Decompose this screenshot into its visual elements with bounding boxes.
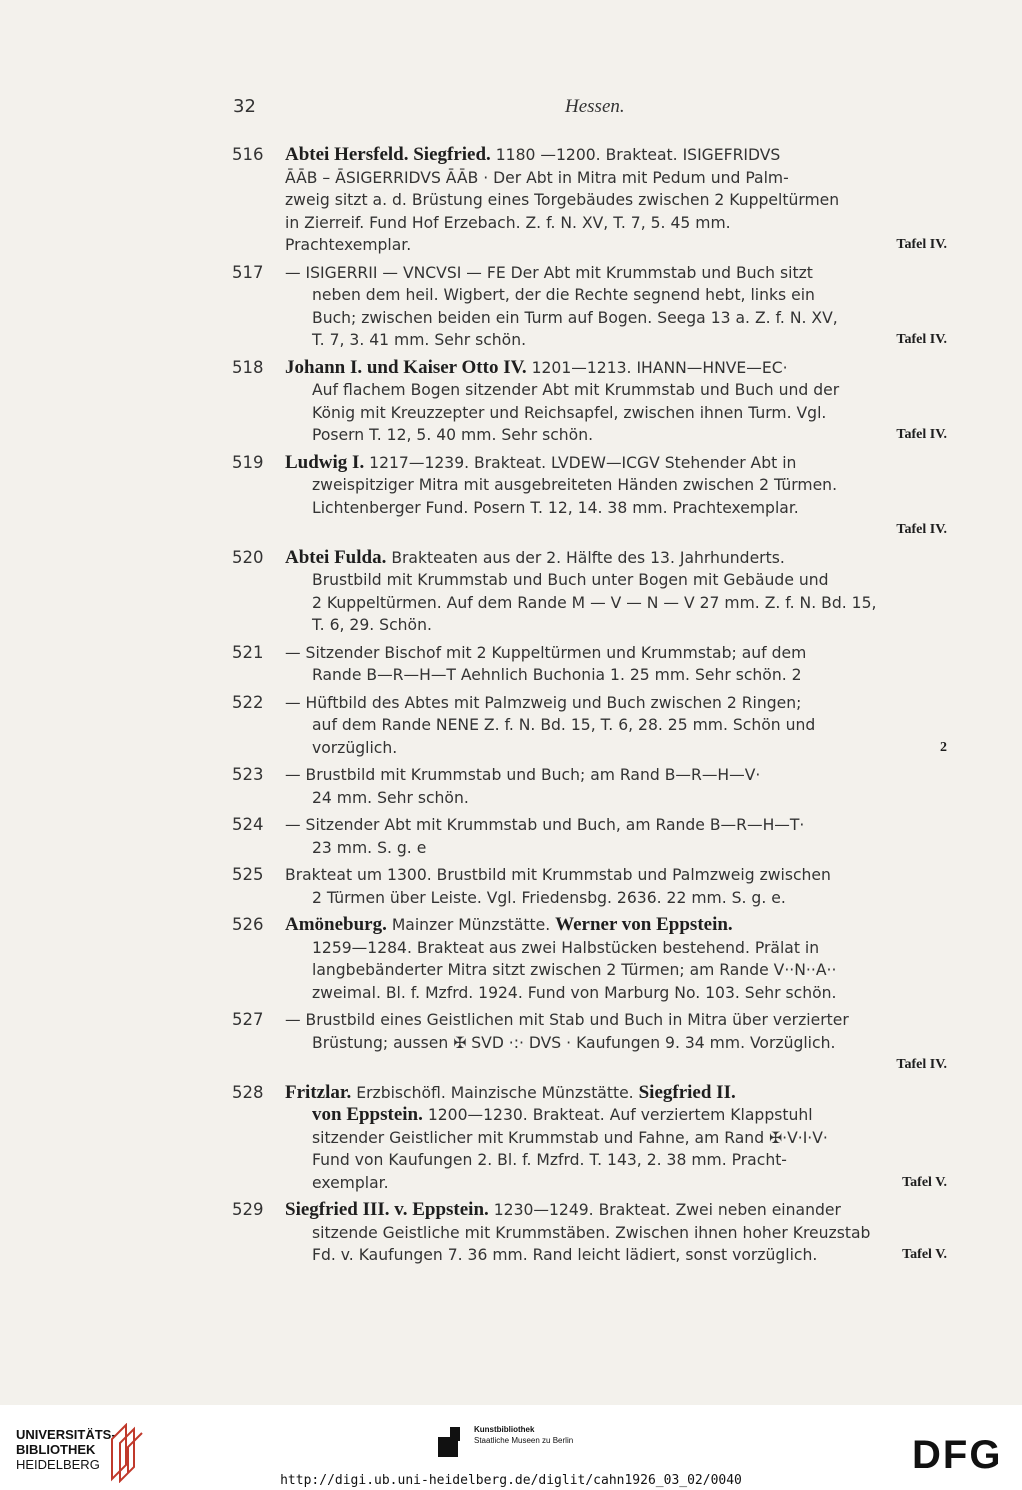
- entry-description: [285, 547, 947, 637]
- entry-heading: Siegfried III. v. Eppstein.: [285, 1199, 489, 1220]
- lot-number: 525: [232, 865, 264, 884]
- entry-description: [285, 1082, 947, 1195]
- entry-text: T. 7, 3. 41 mm. Sehr schön.: [312, 331, 527, 349]
- entry-text: T. 6, 29. Schön.: [312, 616, 432, 634]
- entry-description: [285, 642, 947, 687]
- entry-description: [285, 1199, 947, 1267]
- plate-reference: Tafel V.: [902, 1174, 947, 1190]
- entry-line: [285, 379, 947, 402]
- lot-number: 523: [232, 765, 264, 784]
- entry-line: [285, 329, 947, 352]
- lot-number: 521: [232, 642, 264, 662]
- entry-description: [285, 144, 947, 257]
- lot-number: 526: [232, 915, 264, 934]
- lot-number: 522: [232, 692, 264, 712]
- entry-heading: Abtei Hersfeld. Siegfried.: [285, 144, 491, 165]
- page-title: Hessen.: [565, 96, 625, 117]
- plate-reference: Tafel IV.: [896, 332, 947, 347]
- entry-line: [285, 592, 947, 615]
- entry-line: [285, 307, 947, 330]
- entry-text: Prachtexemplar.: [285, 236, 412, 254]
- entry-line: [285, 189, 947, 212]
- entry-line: [285, 692, 947, 715]
- footer: [0, 1405, 1022, 1490]
- entry-text: in Zierreif. Fund Hof Erzebach. Z. f. N. XV, T. 7, 5. 45 mm.: [285, 213, 731, 232]
- entry-text: — Brustbild eines Geistlichen mit Stab und Buch in Mitra über verzierter: [285, 1011, 849, 1029]
- catalog-entry: [0, 814, 1022, 859]
- entry-text: 1230—1249. Brakteat. Zwei neben einander: [488, 1201, 841, 1219]
- entry-text: exemplar.: [312, 1173, 389, 1192]
- lot-number: 527: [232, 1010, 264, 1029]
- entry-heading: von Eppstein.: [312, 1104, 423, 1125]
- entry-line: [285, 1032, 947, 1055]
- entry-description: [285, 692, 947, 760]
- entry-text: neben dem heil. Wigbert, der die Rechte segnend hebt, links ein: [312, 286, 815, 304]
- catalog-entry: [0, 262, 1022, 352]
- entry-description: [285, 764, 947, 809]
- entry-heading: Amöneburg.: [285, 914, 387, 935]
- entry-text: zweig sitzt a. d. Brüstung eines Torgebäudes zwischen 2 Kuppeltürmen: [285, 191, 840, 209]
- entry-line: [285, 814, 947, 837]
- entry-heading: Fritzlar.: [285, 1081, 352, 1103]
- entry-text: 1200—1230. Brakteat. Auf verziertem Klappstuhl: [422, 1106, 813, 1124]
- entry-line: [285, 212, 947, 235]
- entry-line: [285, 1082, 947, 1105]
- catalog-entry: [0, 864, 1022, 909]
- entry-line: [285, 1104, 947, 1127]
- entry-line: [285, 1199, 947, 1222]
- entry-line: [285, 664, 947, 687]
- dfg-logo: DFG: [912, 1433, 1003, 1477]
- permalink-url[interactable]: http://digi.ub.uni-heidelberg.de/diglit/cahn1926_03_02/0040: [280, 1473, 742, 1488]
- entry-line: [285, 1149, 947, 1172]
- entry-text: vorzüglich.: [312, 738, 398, 757]
- entry-text: Auf flachem Bogen sitzender Abt mit Krummstab und Buch und der: [312, 381, 840, 399]
- plate-reference: Tafel V.: [902, 1247, 947, 1262]
- entry-text: — Sitzender Bischof mit 2 Kuppeltürmen und Krummstab; auf dem: [285, 643, 807, 662]
- entry-line: [285, 497, 947, 520]
- catalog-entry: [0, 764, 1022, 809]
- entry-line: [285, 614, 947, 637]
- entry-line: [285, 1127, 947, 1150]
- entry-line: [285, 474, 947, 497]
- entry-line: [285, 837, 947, 860]
- plate-reference: Tafel IV.: [896, 1057, 947, 1072]
- entry-line: [285, 357, 947, 380]
- entry-text: Fund von Kaufungen 2. Bl. f. Mzfrd. T. 143, 2. 38 mm. Pracht-: [312, 1151, 787, 1169]
- lot-number: 519: [232, 452, 264, 472]
- entry-line: [285, 402, 947, 425]
- entry-line: [285, 642, 947, 665]
- entry-description: [285, 864, 947, 909]
- entry-text: 2 Türmen über Leiste. Vgl. Friedensbg. 2636. 22 mm. S. g. e.: [312, 888, 786, 907]
- kunstbibliothek-square-icon: [438, 1427, 468, 1457]
- entry-line: [285, 982, 947, 1005]
- entry-line: [285, 914, 947, 937]
- lot-number: 520: [232, 547, 264, 567]
- entry-text: Erzbischöfl. Mainzische Münzstätte.: [351, 1083, 639, 1102]
- entry-text: König mit Kreuzzepter und Reichsapfel, zwischen ihnen Turm. Vgl.: [312, 403, 827, 422]
- entry-line: [285, 144, 947, 167]
- entry-text: Buch; zwischen beiden ein Turm auf Bogen. Seega 13 a. Z. f. N. XV,: [312, 308, 838, 327]
- entry-text: Brustbild mit Krummstab und Buch unter Bogen mit Gebäude und: [312, 571, 829, 589]
- entry-text: 1217—1239. Brakteat. LVDEW—ICGV Stehender Abt in: [364, 453, 797, 472]
- entry-description: [285, 357, 947, 447]
- entry-text: sitzender Geistlicher mit Krummstab und Fahne, am Rand ✠·V·I·V·: [312, 1128, 828, 1147]
- entry-description: [285, 814, 947, 859]
- entry-text: — Hüftbild des Abtes mit Palmzweig und Buch zwischen 2 Ringen;: [285, 693, 802, 712]
- entry-heading: Abtei Fulda.: [285, 546, 387, 568]
- catalog-entry: [0, 1082, 1022, 1195]
- uni-line-3: HEIDELBERG: [16, 1457, 100, 1472]
- entry-line: [285, 424, 947, 447]
- entry-text: 2 Kuppeltürmen. Auf dem Rande M — V — N — V 27 mm. Z. f. N. Bd. 15,: [312, 593, 877, 612]
- catalog-entry: [0, 547, 1022, 637]
- entry-text: 23 mm. S. g. e: [312, 838, 427, 857]
- plate-reference: Tafel IV.: [896, 522, 947, 537]
- entry-text: langbebänderter Mitra sitzt zwischen 2 Türmen; am Rande V··N··A··: [312, 961, 837, 979]
- entry-heading: Johann I. und Kaiser Otto IV.: [285, 356, 527, 378]
- entry-text: — Sitzender Abt mit Krummstab und Buch, am Rande B—R—H—T·: [285, 816, 805, 834]
- catalog-entry: [0, 1009, 1022, 1077]
- catalog-entry: [0, 692, 1022, 760]
- catalog-entry: [0, 357, 1022, 447]
- catalog-entries: [0, 144, 1022, 1272]
- entry-description: [285, 452, 947, 542]
- entry-text: — Brustbild mit Krummstab und Buch; am Rand B—R—H—V·: [285, 766, 761, 784]
- uni-line-1: UNIVERSITÄTS-: [16, 1427, 116, 1442]
- entry-line: [285, 1172, 947, 1195]
- entry-line: [285, 737, 947, 760]
- catalog-entry: [0, 144, 1022, 257]
- entry-line: [285, 887, 947, 910]
- uni-line-2: BIBLIOTHEK: [16, 1442, 96, 1457]
- entry-text: Brakteat um 1300. Brustbild mit Krummstab und Palmzweig zwischen: [285, 866, 831, 884]
- entry-description: [285, 262, 947, 352]
- entry-line: [285, 714, 947, 737]
- entry-line: [285, 284, 947, 307]
- plate-reference: Tafel IV.: [896, 237, 947, 252]
- catalog-entry: [0, 914, 1022, 1004]
- entry-line: [285, 1244, 947, 1267]
- entry-description: [285, 1009, 947, 1077]
- entry-line: [285, 262, 947, 285]
- entry-text: Posern T. 12, 5. 40 mm. Sehr schön.: [312, 426, 594, 444]
- university-library-text: [16, 1427, 116, 1472]
- entry-line: [285, 764, 947, 787]
- entry-text: ĀĀB – ĀSIGERRIDVS ĀĀB · Der Abt in Mitra mit Pedum und Palm-: [285, 168, 789, 187]
- entry-text: Lichtenberger Fund. Posern T. 12, 14. 38 mm. Prachtexemplar.: [312, 498, 799, 517]
- kunstbibliothek-subtitle: Staatliche Museen zu Berlin: [474, 1436, 574, 1445]
- kunstbibliothek-name: Kunstbibliothek: [474, 1425, 535, 1434]
- entry-text: Fd. v. Kaufungen 7. 36 mm. Rand leicht lädiert, sonst vorzüglich.: [312, 1246, 818, 1264]
- entry-line: [285, 787, 947, 810]
- entry-description: [285, 914, 947, 1004]
- entry-text: 1259—1284. Brakteat aus zwei Halbstücken bestehend. Prälat in: [312, 938, 820, 957]
- catalog-entry: [0, 452, 1022, 542]
- entry-line: [285, 1009, 947, 1032]
- entry-text: 1180 —1200. Brakteat. ISIGEFRIDVS: [490, 146, 781, 164]
- entry-line: [285, 452, 947, 475]
- entry-text: zweimal. Bl. f. Mzfrd. 1924. Fund von Marburg No. 103. Sehr schön.: [312, 983, 837, 1002]
- catalog-entry: [0, 642, 1022, 687]
- entry-text: Brakteaten aus der 2. Hälfte des 13. Jahrhunderts.: [386, 548, 785, 567]
- entry-text: Mainzer Münzstätte.: [386, 916, 556, 934]
- entry-text: 1201—1213. IHANN—HNVE—EC·: [526, 358, 788, 377]
- lot-number: 524: [232, 815, 264, 834]
- entry-line: [285, 937, 947, 960]
- entry-line: [285, 1222, 947, 1245]
- entry-heading: Ludwig I.: [285, 451, 365, 473]
- lot-number: 516: [232, 145, 264, 164]
- lot-number: 528: [232, 1082, 264, 1102]
- running-header: [0, 96, 1022, 126]
- entry-line: [285, 167, 947, 190]
- entry-heading: Siegfried II.: [638, 1081, 736, 1103]
- lot-number: 517: [232, 262, 264, 282]
- lot-number: 518: [232, 357, 264, 377]
- entry-text: — ISIGERRII — VNCVSI — FE Der Abt mit Krummstab und Buch sitzt: [285, 263, 813, 282]
- entry-line: [285, 569, 947, 592]
- entry-line: [285, 547, 947, 570]
- catalog-entry: [0, 1199, 1022, 1267]
- entry-text: zweispitziger Mitra mit ausgebreiteten Händen zwischen 2 Türmen.: [312, 476, 838, 494]
- entry-line: [285, 864, 947, 887]
- page-number: 32: [233, 96, 256, 117]
- entry-text: 24 mm. Sehr schön.: [312, 788, 469, 807]
- entry-line: [285, 234, 947, 257]
- lot-number: 529: [232, 1200, 264, 1219]
- entry-text: Brüstung; aussen ✠ SVD ·:· DVS · Kaufungen 9. 34 mm. Vorzüglich.: [312, 1033, 836, 1052]
- entry-text: auf dem Rande NENE Z. f. N. Bd. 15, T. 6, 28. 25 mm. Schön und: [312, 716, 816, 734]
- entry-text: Rande B—R—H—T Aehnlich Buchonia 1. 25 mm. Sehr schön. 2: [312, 666, 802, 684]
- plate-reference: 2: [940, 739, 947, 755]
- plate-reference: Tafel IV.: [896, 427, 947, 442]
- entry-text: sitzende Geistliche mit Krummstäben. Zwischen ihnen hoher Kreuzstab: [312, 1223, 871, 1242]
- entry-line: [285, 959, 947, 982]
- entry-heading: Werner von Eppstein.: [555, 914, 733, 935]
